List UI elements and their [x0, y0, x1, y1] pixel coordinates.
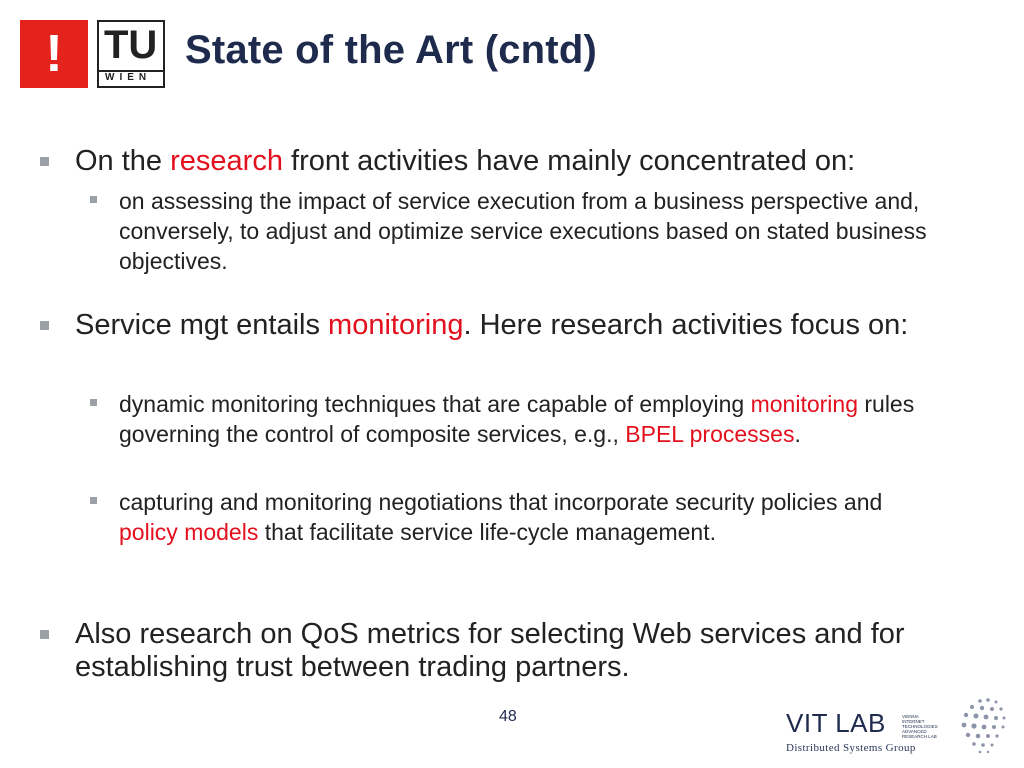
vitalab-subtitle: VIENNA INTERNET TECHNOLOGIES ADVANCED RESEARCH LAB: [902, 714, 938, 739]
bullet-square-icon: [40, 321, 49, 330]
bullet-text: Also research on QoS metrics for selecting Web services and for establishing trust between trading partners.: [75, 618, 905, 683]
sub-bullet-square-icon: [90, 196, 97, 203]
sub-bullet-text: dynamic monitoring techniques that are capable of employing monitoring rules governing the control of composite services, e.g., BPEL processes.: [119, 391, 915, 447]
sub-bullet-dynamic-monitoring: [90, 389, 975, 449]
slide-title: State of the Art (cntd): [185, 28, 597, 72]
tu-exclamation-logo: [20, 20, 88, 88]
sub-bullet-text: on assessing the impact of service execution from a business perspective and, conversely, to adjust and optimize service executions based on stated business objectives.: [119, 188, 927, 274]
vitalab-name: VIT LAB: [786, 708, 886, 738]
bullet-square-icon: [40, 630, 49, 639]
highlight-monitoring: monitoring: [328, 309, 464, 341]
bullet-text: Service mgt entails monitoring. Here research activities focus on:: [75, 309, 909, 341]
highlight-bpel: BPEL processes: [625, 421, 795, 447]
vitalab-logo: [786, 706, 1016, 761]
bullet-research: [40, 145, 1000, 178]
highlight-research: research: [170, 145, 283, 177]
sub-bullet-negotiations: [90, 487, 975, 547]
tu-logo-letters: TU: [104, 23, 158, 67]
exclamation-icon: !: [45, 25, 63, 83]
highlight-monitoring-rules: monitoring: [750, 391, 858, 417]
bullet-text: On the research front activities have mainly concentrated on:: [75, 145, 856, 177]
sub-bullet-business-impact: [90, 186, 975, 276]
bullet-square-icon: [40, 157, 49, 166]
vitalab-group: Distributed Systems Group: [786, 742, 916, 754]
sub-bullet-text: capturing and monitoring negotiations that incorporate security policies and policy models that facilitate service life-cycle management.: [119, 489, 883, 545]
bullet-qos: [40, 618, 1000, 684]
bullet-monitoring: [40, 309, 1000, 342]
dot-grid-icon: [940, 696, 1010, 756]
tu-wien-logo: [97, 20, 165, 88]
sub-bullet-square-icon: [90, 399, 97, 406]
page-number: 48: [499, 708, 517, 725]
sub-bullet-square-icon: [90, 497, 97, 504]
highlight-policy-models: policy models: [119, 519, 259, 545]
tu-logo-wien: WIEN: [105, 72, 152, 83]
